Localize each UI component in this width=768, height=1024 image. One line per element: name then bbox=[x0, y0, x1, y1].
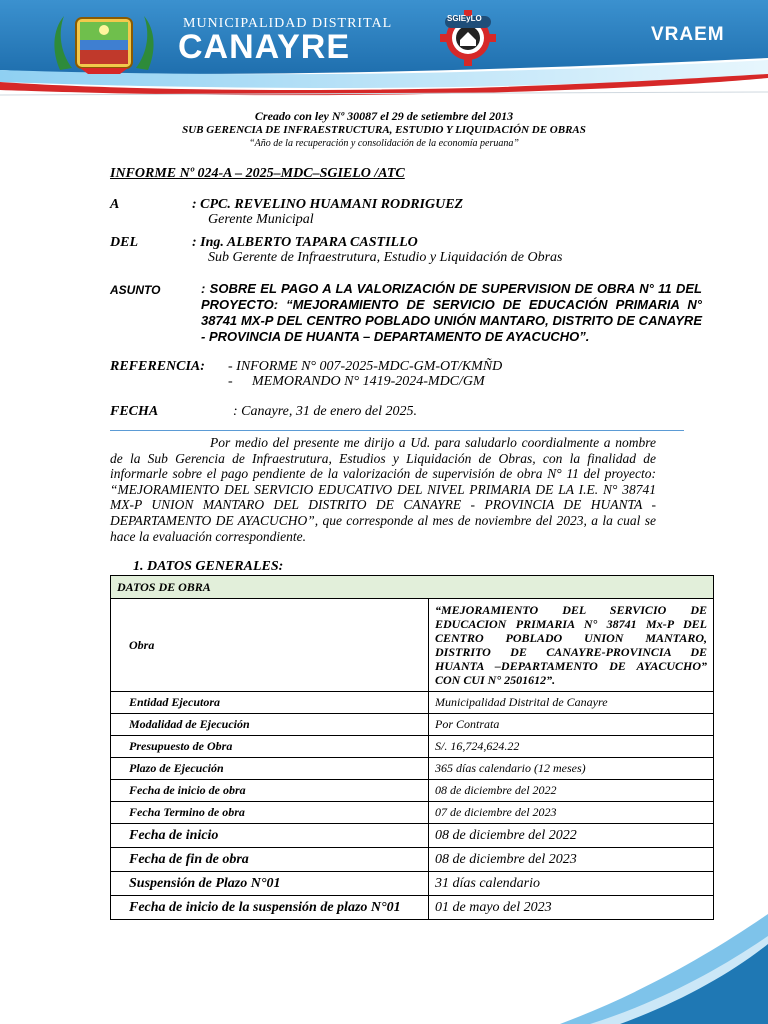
row-label: Fecha de fin de obra bbox=[111, 848, 429, 872]
table-row bbox=[111, 824, 714, 848]
year-motto-line: “Año de la recuperación y consolidación de la economía peruana” bbox=[249, 138, 519, 149]
row-label: Fecha Termino de obra bbox=[111, 802, 429, 824]
body-paragraph bbox=[110, 435, 656, 544]
row-value: 07 de diciembre del 2023 bbox=[429, 802, 714, 824]
report-number: INFORME Nº 024-A – 2025–MDC–SGIELO /ATC bbox=[110, 166, 405, 181]
reference-item-2: MEMORANDO N° 1419-2024-MDC/GM bbox=[252, 374, 485, 389]
reference-item-2-dash: - bbox=[228, 374, 233, 389]
to-name: : CPC. REVELINO HUAMANI RODRIGUEZ bbox=[192, 197, 464, 212]
row-label: Fecha de inicio de obra bbox=[111, 780, 429, 802]
row-value: 08 de diciembre del 2022 bbox=[429, 780, 714, 802]
table-row bbox=[111, 714, 714, 736]
obra-value: “MEJORAMIENTO DEL SERVICIO DE EDUCACION PRIMARIA N° 38741 Mx-P DEL CENTRO POBLADO UNION MANTARO, DISTRITO DE CANAYRE-PROVINCIA DE HUANTA –DEPARTAMENTO DE AYACUCHO” CON CUI N° 2501612”. bbox=[429, 599, 714, 692]
table-row bbox=[111, 692, 714, 714]
project-data-table bbox=[110, 575, 714, 920]
table-row bbox=[111, 848, 714, 872]
reference-item-1: - INFORME N° 007-2025-MDC-GM-OT/KMÑD bbox=[228, 359, 503, 374]
row-value: 31 días calendario bbox=[429, 872, 714, 896]
row-value: 365 días calendario (12 meses) bbox=[429, 758, 714, 780]
row-label: Fecha de inicio de la suspensión de plazo N°01 bbox=[111, 896, 429, 920]
municipality-subtitle: MUNICIPALIDAD DISTRITAL bbox=[183, 16, 393, 31]
obra-label: Obra bbox=[111, 599, 429, 692]
row-label: Modalidad de Ejecución bbox=[111, 714, 429, 736]
table-row bbox=[111, 599, 714, 692]
row-label: Plazo de Ejecución bbox=[111, 758, 429, 780]
footer-swoosh bbox=[0, 914, 768, 1024]
date-label: FECHA bbox=[110, 404, 159, 419]
table-row bbox=[111, 802, 714, 824]
subject-text: : SOBRE EL PAGO A LA VALORIZACIÓN DE SUPERVISION DE OBRA N° 11 DEL PROYECTO: “MEJORAMIENTO DE SERVICIO DE EDUCACIÓN PRIMARIA N° 38741 MX-P DEL CENTRO POBLADO UNIÓN MANTARO, DISTRITO DE CANAYRE - PROVINCIA DE HUANTA – DEPARTAMENTO DE AYACUCHO”. bbox=[201, 281, 702, 344]
header-divider bbox=[110, 430, 684, 431]
to-label: A bbox=[110, 197, 120, 212]
section-title: 1. DATOS GENERALES: bbox=[133, 559, 284, 574]
row-value: 08 de diciembre del 2022 bbox=[429, 824, 714, 848]
from-role: Sub Gerente de Infraestrutura, Estudio y Liquidación de Obras bbox=[208, 250, 563, 265]
table-header-cell: DATOS DE OBRA bbox=[111, 576, 714, 599]
municipality-title: CANAYRE bbox=[178, 28, 351, 66]
row-label: Suspensión de Plazo N°01 bbox=[111, 872, 429, 896]
row-value: S/. 16,724,624.22 bbox=[429, 736, 714, 758]
to-role: Gerente Municipal bbox=[208, 212, 314, 227]
reference-label: REFERENCIA: bbox=[110, 359, 205, 374]
row-value: 01 de mayo del 2023 bbox=[429, 896, 714, 920]
municipal-crest-icon bbox=[50, 12, 158, 76]
table-row bbox=[111, 736, 714, 758]
date-value: : Canayre, 31 de enero del 2025. bbox=[233, 404, 418, 419]
table-row bbox=[111, 872, 714, 896]
header-banner bbox=[0, 0, 768, 96]
sub-gerencia-line: SUB GERENCIA DE INFRAESTRUCTURA, ESTUDIO Y LIQUIDACIÓN DE OBRAS bbox=[182, 124, 586, 136]
from-label: DEL bbox=[110, 235, 138, 250]
table-row bbox=[111, 780, 714, 802]
row-value: 08 de diciembre del 2023 bbox=[429, 848, 714, 872]
row-label: Presupuesto de Obra bbox=[111, 736, 429, 758]
subject-label: ASUNTO bbox=[110, 283, 161, 297]
table-row bbox=[111, 758, 714, 780]
creation-law-line: Creado con ley Nº 30087 el 29 de setiembre del 2013 bbox=[254, 109, 514, 123]
body-text: Por medio del presente me dirijo a Ud. para saludarlo coordialmente a nombre de la Sub Gerencia de Infraestrutura, Estudios y Liquidación de Obras, con la finalidad de informarle sobre el pago pendiente de la valorización de supervisión de obra N° 11 del proyecto: “MEJORAMIENTO DEL SERVICIO EDUCATIVO DEL NIVEL PRIMARIA DE LA I.E. N° 38741 MX-P UNION MANTARO DEL DISTRITO DE CANAYRE - PROVINCIA DE HUANTA - DEPARTAMENTO DE AYACUCHO”, que corresponde al mes de noviembre del 2023, a la cual se hace la evaluación correspondiente. bbox=[110, 435, 656, 544]
row-label: Fecha de inicio bbox=[111, 824, 429, 848]
row-value: Municipalidad Distrital de Canayre bbox=[429, 692, 714, 714]
sgielo-logo-label: SGIEyLO bbox=[447, 14, 482, 23]
table-header-row bbox=[111, 576, 714, 599]
row-value: Por Contrata bbox=[429, 714, 714, 736]
vraem-label: VRAEM bbox=[651, 24, 725, 45]
from-name: : Ing. ALBERTO TAPARA CASTILLO bbox=[192, 235, 418, 250]
row-label: Entidad Ejecutora bbox=[111, 692, 429, 714]
